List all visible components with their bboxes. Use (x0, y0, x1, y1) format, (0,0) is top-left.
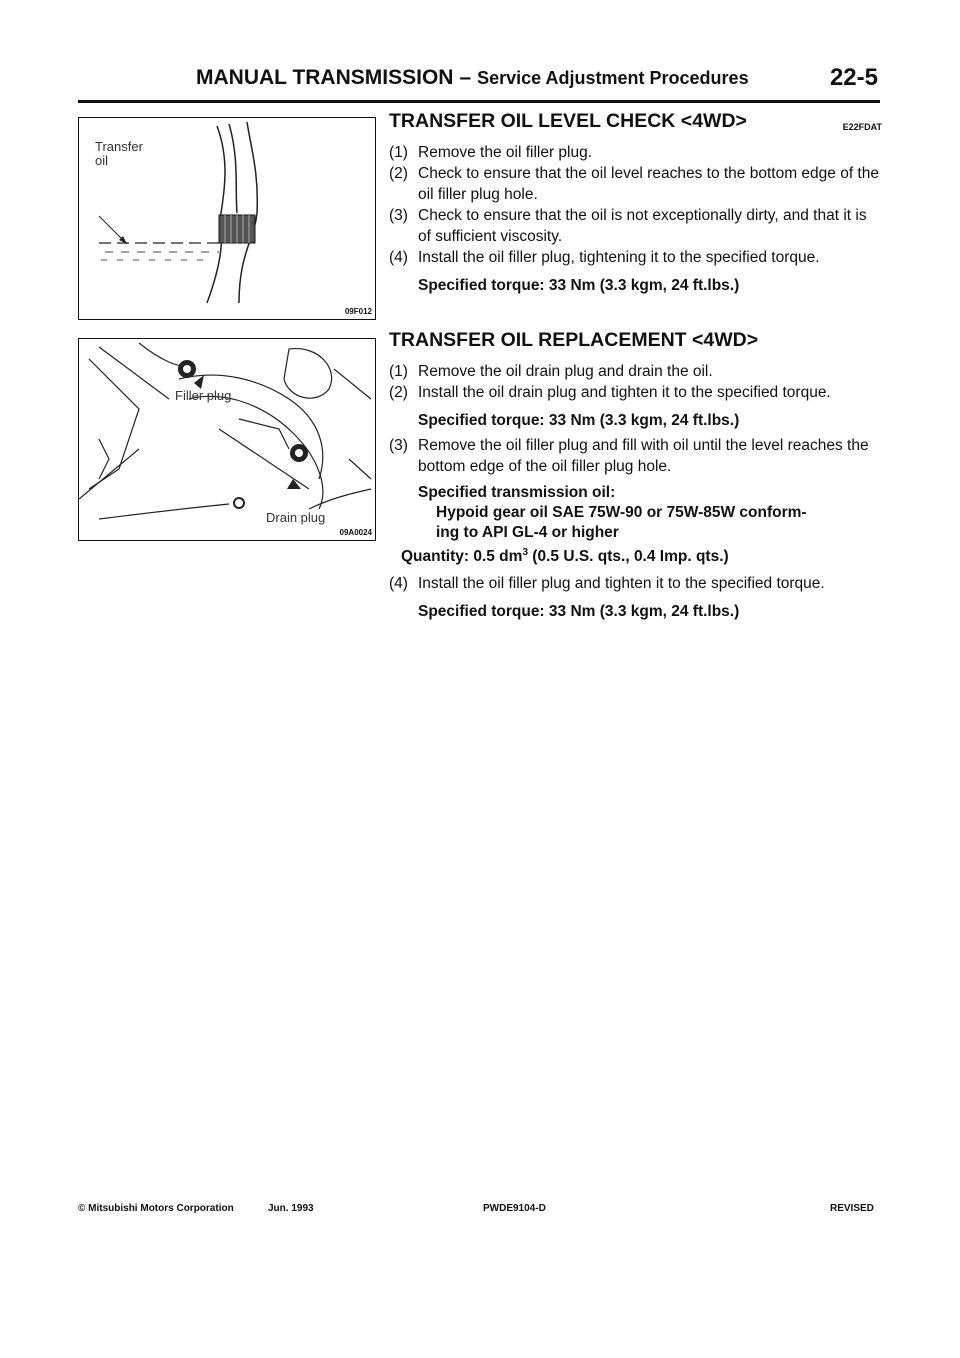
oil-spec-heading: Specified transmission oil: (418, 484, 616, 501)
footer-status: REVISED (830, 1203, 874, 1214)
step-text: Remove the oil filler plug. (418, 144, 593, 161)
quantity-prefix: Quantity: 0.5 dm (401, 548, 523, 566)
list-item (389, 163, 882, 205)
page-header (78, 64, 880, 103)
oil-spec-line1: Hypoid gear oil SAE 75W-90 or 75W-85W conform- (436, 504, 807, 521)
specified-torque: Specified torque: 33 Nm (3.3 kgm, 24 ft.lbs.) (418, 277, 740, 294)
specified-torque: Specified torque: 33 Nm (3.3 kgm, 24 ft.lbs.) (418, 412, 740, 429)
specified-torque: Specified torque: 33 Nm (3.3 kgm, 24 ft.lbs.) (418, 603, 740, 621)
section-heading (389, 110, 882, 133)
figure-transfer-oil-level (78, 117, 376, 320)
step-text: Install the oil drain plug and tighten it to the specified torque. (418, 384, 831, 401)
quantity-sup: 3 (522, 547, 528, 558)
oil-specification (389, 483, 882, 567)
list-item (389, 142, 882, 163)
list-item (389, 361, 882, 382)
page-subtitle: Service Adjustment Procedures (477, 68, 749, 88)
footer-date: Jun. 1993 (268, 1203, 314, 1214)
footer-copyright: © Mitsubishi Motors Corporation (78, 1203, 234, 1214)
step-number: (1) (389, 144, 408, 161)
list-item (389, 435, 882, 477)
list-item (389, 247, 882, 268)
step-text: Check to ensure that the oil level reaches to the bottom edge of the oil filler plug hole. (418, 165, 879, 203)
step-number: (4) (389, 575, 408, 593)
section-oil-level-check (389, 110, 882, 300)
step-text: Check to ensure that the oil is not exceptionally dirty, and that it is of sufficient viscosity. (418, 207, 867, 245)
figure-filler-drain-plugs (78, 338, 376, 541)
transfer-case-illustration (79, 339, 375, 540)
step-text: Install the oil filler plug and tighten it to the specified torque. (418, 575, 825, 593)
list-item (389, 573, 882, 594)
title-separator: – (459, 66, 472, 89)
oil-spec-line2: ing to API GL-4 or higher (436, 524, 619, 541)
list-item (389, 205, 882, 247)
step-number: (1) (389, 363, 408, 380)
quantity-suffix: (0.5 U.S. qts., 0.4 Imp. qts.) (528, 548, 729, 566)
step-text: Remove the oil drain plug and drain the oil. (418, 363, 713, 380)
step-text: Remove the oil filler plug and fill with oil until the level reaches the bottom edge of the oil filler plug hole. (418, 437, 869, 475)
page-number: 22-5 (829, 64, 878, 91)
transfer-oil-label-line2: oil (95, 153, 109, 168)
section-oil-replacement (389, 329, 882, 626)
section-heading: TRANSFER OIL REPLACEMENT <4WD> (389, 329, 759, 351)
figure-code: 09A0024 (339, 528, 372, 537)
page-title (196, 66, 749, 90)
step-number: (2) (389, 384, 408, 401)
drain-plug-label: Drain plug (266, 510, 326, 525)
footer-doc-code: PWDE9104-D (483, 1203, 546, 1214)
list-item (389, 382, 882, 403)
step-number: (3) (389, 437, 408, 454)
filler-plug-label: Filler plug (175, 388, 232, 403)
figure-code: 09F012 (344, 307, 372, 316)
step-number: (3) (389, 207, 408, 224)
section-title: MANUAL TRANSMISSION (196, 66, 454, 89)
step-text: Install the oil filler plug, tightening it to the specified torque. (418, 249, 820, 266)
step-number: (4) (389, 249, 408, 266)
transfer-oil-label-line1: Transfer (95, 139, 143, 154)
section-code: E22FDAT (842, 122, 882, 132)
steps-list (389, 142, 882, 268)
oil-quantity (389, 543, 882, 567)
heading-text: TRANSFER OIL LEVEL CHECK <4WD> (389, 110, 747, 132)
steps-list (389, 361, 882, 622)
step-number: (2) (389, 165, 408, 182)
